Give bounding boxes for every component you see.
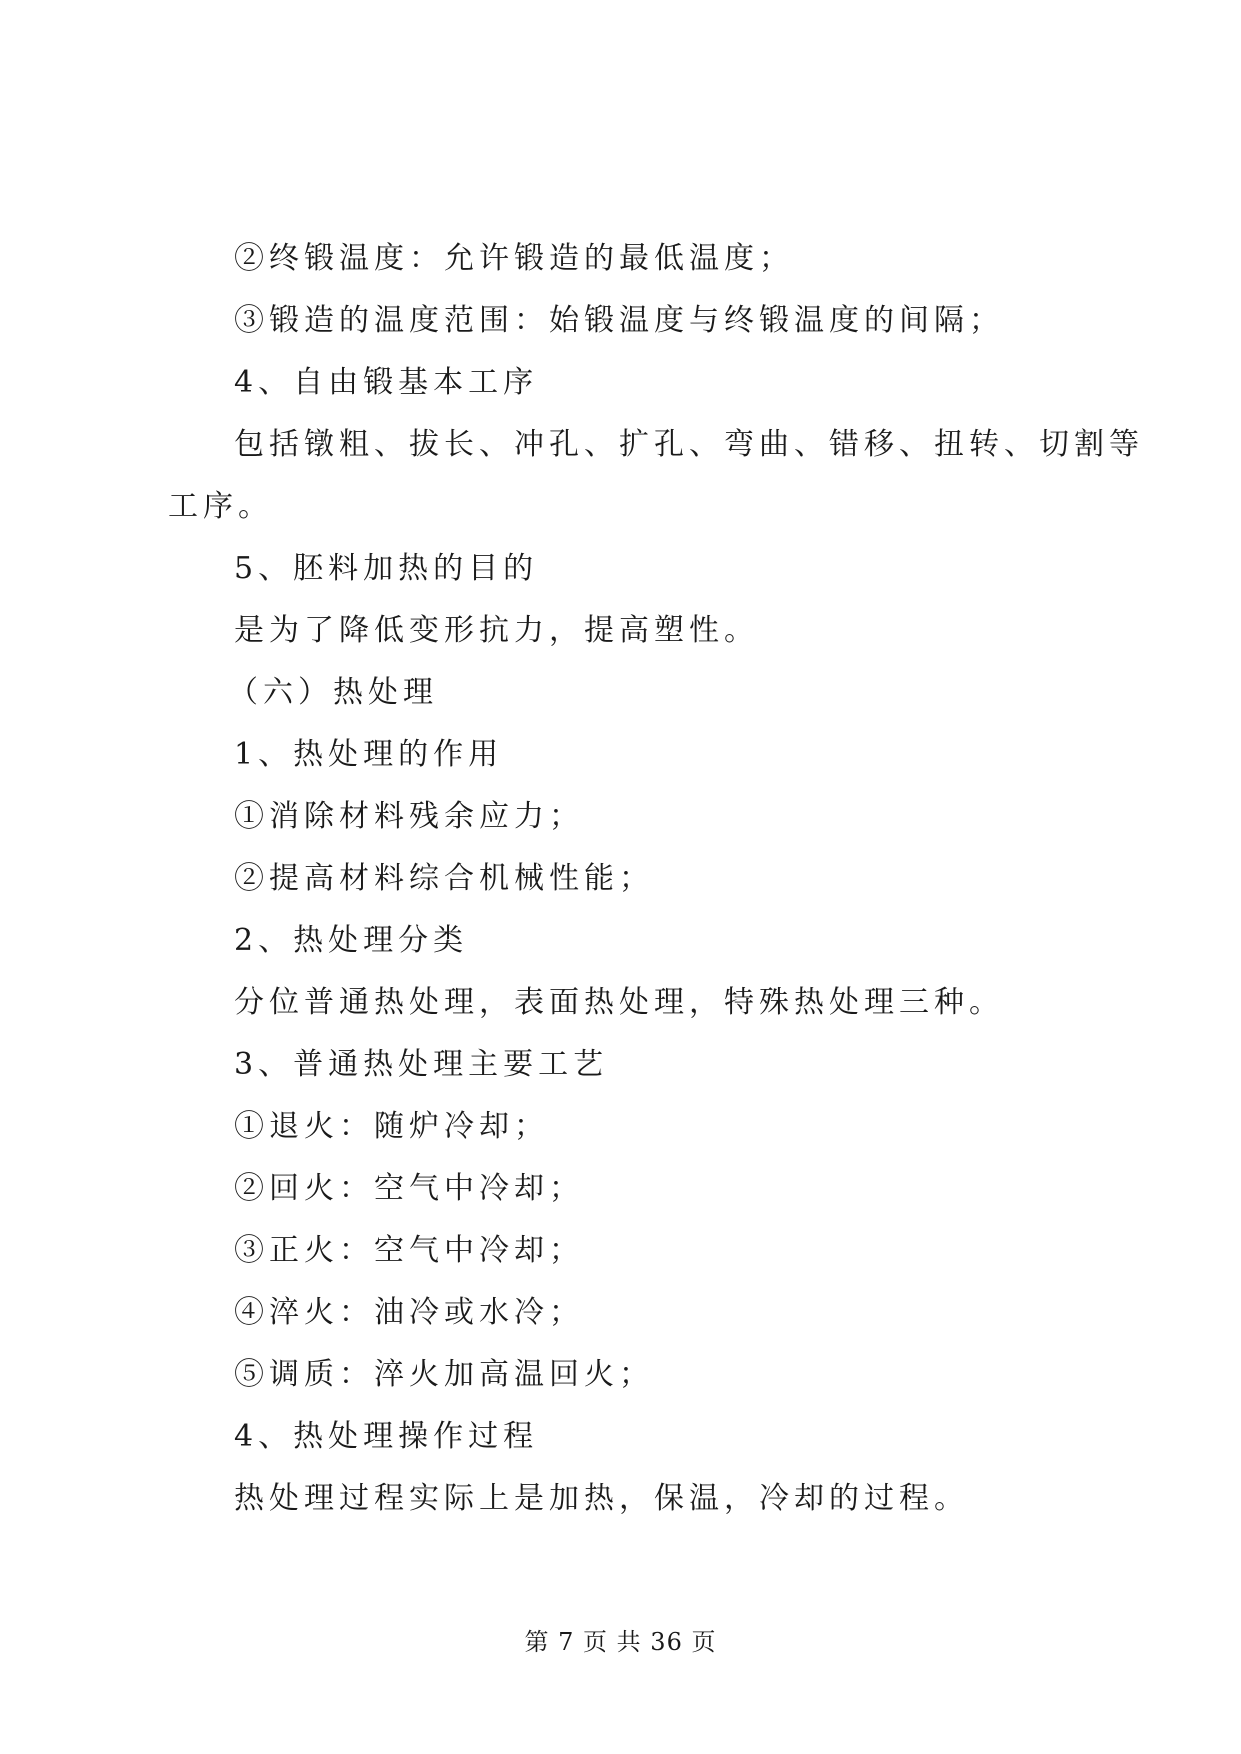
section-heading: 3、普通热处理主要工艺 [234, 1047, 609, 1082]
section-heading: 4、热处理操作过程 [234, 1419, 539, 1454]
list-item: ①消除材料残余应力； [234, 799, 584, 834]
document-body [168, 228, 1144, 1530]
list-item: ④淬火：油冷或水冷； [234, 1295, 584, 1330]
section-heading: 5、胚料加热的目的 [234, 551, 539, 586]
list-item: ⑤调质：淬火加高温回火； [234, 1357, 654, 1392]
section-heading: 2、热处理分类 [234, 923, 469, 958]
section-heading: 1、热处理的作用 [234, 737, 504, 772]
text-line: ②终锻温度：允许锻造的最低温度； [234, 241, 794, 276]
paragraph-line: 分位普通热处理，表面热处理，特殊热处理三种。 [234, 985, 1004, 1020]
page-number-footer: 第 7 页 共 36 页 [524, 1628, 717, 1656]
list-item: ①退火：随炉冷却； [234, 1109, 549, 1144]
paragraph-line: 热处理过程实际上是加热，保温，冷却的过程。 [234, 1481, 969, 1516]
paragraph-line: 包括镦粗、拔长、冲孔、扩孔、弯曲、错移、扭转、切割等 [234, 427, 1144, 462]
paragraph-line: 是为了降低变形抗力，提高塑性。 [234, 613, 759, 648]
list-item: ②回火：空气中冷却； [234, 1171, 584, 1206]
list-item: ③正火：空气中冷却； [234, 1233, 584, 1268]
text-line: ③锻造的温度范围：始锻温度与终锻温度的间隔； [234, 303, 1004, 338]
chapter-heading: （六）热处理 [228, 675, 438, 710]
list-item: ②提高材料综合机械性能； [234, 861, 654, 896]
paragraph-continuation: 工序。 [168, 489, 273, 524]
section-heading: 4、自由锻基本工序 [234, 365, 539, 400]
